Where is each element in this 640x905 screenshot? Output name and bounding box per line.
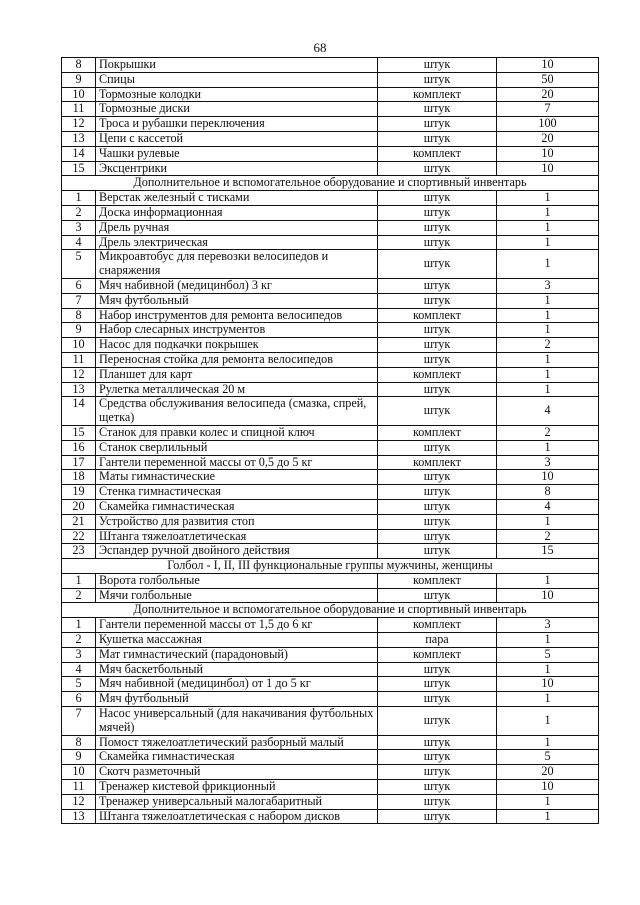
quantity-cell: 1 xyxy=(497,809,599,824)
table-row xyxy=(62,809,599,824)
row-number-cell: 20 xyxy=(62,499,96,514)
quantity-cell: 1 xyxy=(497,250,599,279)
unit-cell: штук xyxy=(378,514,497,529)
section-header: Голбол - I, II, III функциональные группы мужчины, женщины xyxy=(62,559,599,574)
unit-cell: штук xyxy=(378,677,497,692)
table-row xyxy=(62,87,599,102)
table-row xyxy=(62,58,599,73)
table-row xyxy=(62,161,599,176)
item-name-cell: Мяч набивной (медицинбол) 3 кг xyxy=(96,278,378,293)
table-row xyxy=(62,618,599,633)
table-row xyxy=(62,588,599,603)
item-name-cell: Мячи голбольные xyxy=(96,588,378,603)
quantity-cell: 1 xyxy=(497,293,599,308)
row-number-cell: 5 xyxy=(62,250,96,279)
quantity-cell: 1 xyxy=(497,308,599,323)
unit-cell: штук xyxy=(378,131,497,146)
table-row xyxy=(62,397,599,426)
item-name-cell: Помост тяжелоатлетический разборный малый xyxy=(96,735,378,750)
row-number-cell: 6 xyxy=(62,692,96,707)
unit-cell: штук xyxy=(378,780,497,795)
page-number: 68 xyxy=(313,40,327,55)
item-name-cell: Тренажер универсальный малогабаритный xyxy=(96,794,378,809)
quantity-cell: 1 xyxy=(497,514,599,529)
row-number-cell: 10 xyxy=(62,765,96,780)
row-number-cell: 1 xyxy=(62,191,96,206)
quantity-cell: 1 xyxy=(497,692,599,707)
item-name-cell: Кушетка массажная xyxy=(96,633,378,648)
quantity-cell: 50 xyxy=(497,72,599,87)
unit-cell: комплект xyxy=(378,87,497,102)
quantity-cell: 1 xyxy=(497,367,599,382)
quantity-cell: 1 xyxy=(497,191,599,206)
unit-cell: штук xyxy=(378,250,497,279)
item-name-cell: Эксцентрики xyxy=(96,161,378,176)
unit-cell: штук xyxy=(378,765,497,780)
item-name-cell: Ворота голбольные xyxy=(96,573,378,588)
item-name-cell: Гантели переменной массы от 1,5 до 6 кг xyxy=(96,618,378,633)
row-number-cell: 11 xyxy=(62,780,96,795)
row-number-cell: 4 xyxy=(62,662,96,677)
row-number-cell: 11 xyxy=(62,102,96,117)
table-row xyxy=(62,278,599,293)
row-number-cell: 8 xyxy=(62,58,96,73)
unit-cell: штук xyxy=(378,809,497,824)
item-name-cell: Чашки рулевые xyxy=(96,146,378,161)
table-row xyxy=(62,425,599,440)
quantity-cell: 1 xyxy=(497,352,599,367)
table-row xyxy=(62,250,599,279)
unit-cell: штук xyxy=(378,382,497,397)
row-number-cell: 23 xyxy=(62,544,96,559)
unit-cell: штук xyxy=(378,161,497,176)
item-name-cell: Тренажер кистевой фрикционный xyxy=(96,780,378,795)
unit-cell: штук xyxy=(378,440,497,455)
unit-cell: штук xyxy=(378,220,497,235)
row-number-cell: 7 xyxy=(62,293,96,308)
unit-cell: штук xyxy=(378,794,497,809)
quantity-cell: 5 xyxy=(497,750,599,765)
row-number-cell: 17 xyxy=(62,455,96,470)
table-row xyxy=(62,794,599,809)
item-name-cell: Насос для подкачки покрышек xyxy=(96,338,378,353)
equipment-table xyxy=(61,57,599,824)
item-name-cell: Дрель ручная xyxy=(96,220,378,235)
row-number-cell: 3 xyxy=(62,647,96,662)
unit-cell: комплект xyxy=(378,647,497,662)
unit-cell: штук xyxy=(378,750,497,765)
item-name-cell: Эспандер ручной двойного действия xyxy=(96,544,378,559)
table-row xyxy=(62,707,599,736)
table-row xyxy=(62,514,599,529)
quantity-cell: 10 xyxy=(497,780,599,795)
row-number-cell: 4 xyxy=(62,235,96,250)
table-row xyxy=(62,382,599,397)
table-row xyxy=(62,780,599,795)
unit-cell: штук xyxy=(378,692,497,707)
table-row xyxy=(62,470,599,485)
item-name-cell: Скамейка гимнастическая xyxy=(96,750,378,765)
table-row xyxy=(62,529,599,544)
quantity-cell: 1 xyxy=(497,205,599,220)
table-row xyxy=(62,146,599,161)
unit-cell: штук xyxy=(378,338,497,353)
row-number-cell: 7 xyxy=(62,707,96,736)
unit-cell: комплект xyxy=(378,618,497,633)
unit-cell: комплект xyxy=(378,367,497,382)
quantity-cell: 10 xyxy=(497,58,599,73)
quantity-cell: 1 xyxy=(497,662,599,677)
table-row xyxy=(62,677,599,692)
unit-cell: комплект xyxy=(378,146,497,161)
unit-cell: штук xyxy=(378,707,497,736)
item-name-cell: Мяч баскетбольный xyxy=(96,662,378,677)
quantity-cell: 10 xyxy=(497,677,599,692)
table-row xyxy=(62,573,599,588)
quantity-cell: 20 xyxy=(497,87,599,102)
unit-cell: штук xyxy=(378,529,497,544)
item-name-cell: Тормозные колодки xyxy=(96,87,378,102)
row-number-cell: 12 xyxy=(62,367,96,382)
row-number-cell: 15 xyxy=(62,161,96,176)
quantity-cell: 1 xyxy=(497,573,599,588)
unit-cell: комплект xyxy=(378,455,497,470)
unit-cell: комплект xyxy=(378,308,497,323)
section-header-row xyxy=(62,603,599,618)
item-name-cell: Маты гимнастические xyxy=(96,470,378,485)
quantity-cell: 3 xyxy=(497,278,599,293)
table-row xyxy=(62,544,599,559)
row-number-cell: 8 xyxy=(62,735,96,750)
table-row xyxy=(62,205,599,220)
table-row xyxy=(62,485,599,500)
unit-cell: штук xyxy=(378,588,497,603)
table-row xyxy=(62,293,599,308)
item-name-cell: Цепи с кассетой xyxy=(96,131,378,146)
unit-cell: штук xyxy=(378,323,497,338)
section-header: Дополнительное и вспомогательное оборудование и спортивный инвентарь xyxy=(62,603,599,618)
unit-cell: штук xyxy=(378,662,497,677)
item-name-cell: Набор инструментов для ремонта велосипедов xyxy=(96,308,378,323)
quantity-cell: 4 xyxy=(497,499,599,514)
unit-cell: штук xyxy=(378,102,497,117)
unit-cell: штук xyxy=(378,293,497,308)
row-number-cell: 3 xyxy=(62,220,96,235)
table-row xyxy=(62,735,599,750)
row-number-cell: 8 xyxy=(62,308,96,323)
quantity-cell: 1 xyxy=(497,633,599,648)
table-row xyxy=(62,440,599,455)
row-number-cell: 9 xyxy=(62,750,96,765)
row-number-cell: 13 xyxy=(62,131,96,146)
row-number-cell: 9 xyxy=(62,72,96,87)
quantity-cell: 10 xyxy=(497,470,599,485)
row-number-cell: 22 xyxy=(62,529,96,544)
row-number-cell: 10 xyxy=(62,338,96,353)
item-name-cell: Планшет для карт xyxy=(96,367,378,382)
table-row xyxy=(62,765,599,780)
table-row xyxy=(62,367,599,382)
table-row xyxy=(62,662,599,677)
table-row xyxy=(62,750,599,765)
quantity-cell: 10 xyxy=(497,146,599,161)
item-name-cell: Мат гимнастический (парадоновый) xyxy=(96,647,378,662)
table-row xyxy=(62,323,599,338)
row-number-cell: 19 xyxy=(62,485,96,500)
row-number-cell: 10 xyxy=(62,87,96,102)
quantity-cell: 10 xyxy=(497,588,599,603)
row-number-cell: 1 xyxy=(62,618,96,633)
section-header-row xyxy=(62,559,599,574)
table-row xyxy=(62,235,599,250)
row-number-cell: 15 xyxy=(62,425,96,440)
row-number-cell: 13 xyxy=(62,809,96,824)
unit-cell: штук xyxy=(378,499,497,514)
unit-cell: комплект xyxy=(378,425,497,440)
table-row xyxy=(62,117,599,132)
row-number-cell: 18 xyxy=(62,470,96,485)
quantity-cell: 5 xyxy=(497,647,599,662)
item-name-cell: Станок для правки колес и спицной ключ xyxy=(96,425,378,440)
item-name-cell: Переносная стойка для ремонта велосипедов xyxy=(96,352,378,367)
table-row xyxy=(62,499,599,514)
table-row xyxy=(62,220,599,235)
quantity-cell: 1 xyxy=(497,707,599,736)
unit-cell: штук xyxy=(378,278,497,293)
item-name-cell: Рулетка металлическая 20 м xyxy=(96,382,378,397)
quantity-cell: 20 xyxy=(497,131,599,146)
item-name-cell: Мяч набивной (медицинбол) от 1 до 5 кг xyxy=(96,677,378,692)
row-number-cell: 5 xyxy=(62,677,96,692)
equipment-table-body xyxy=(62,58,599,824)
item-name-cell: Тормозные диски xyxy=(96,102,378,117)
row-number-cell: 11 xyxy=(62,352,96,367)
row-number-cell: 2 xyxy=(62,633,96,648)
item-name-cell: Стенка гимнастическая xyxy=(96,485,378,500)
quantity-cell: 1 xyxy=(497,735,599,750)
item-name-cell: Станок сверлильный xyxy=(96,440,378,455)
unit-cell: штук xyxy=(378,191,497,206)
unit-cell: штук xyxy=(378,485,497,500)
unit-cell: штук xyxy=(378,72,497,87)
item-name-cell: Насос универсальный (для накачивания футбольных мячей) xyxy=(96,707,378,736)
quantity-cell: 1 xyxy=(497,794,599,809)
quantity-cell: 3 xyxy=(497,455,599,470)
item-name-cell: Мяч футбольный xyxy=(96,692,378,707)
item-name-cell: Скамейка гимнастическая xyxy=(96,499,378,514)
quantity-cell: 7 xyxy=(497,102,599,117)
quantity-cell: 10 xyxy=(497,161,599,176)
quantity-cell: 1 xyxy=(497,440,599,455)
unit-cell: штук xyxy=(378,735,497,750)
item-name-cell: Дрель электрическая xyxy=(96,235,378,250)
unit-cell: штук xyxy=(378,117,497,132)
unit-cell: штук xyxy=(378,235,497,250)
item-name-cell: Троса и рубашки переключения xyxy=(96,117,378,132)
quantity-cell: 4 xyxy=(497,397,599,426)
quantity-cell: 8 xyxy=(497,485,599,500)
item-name-cell: Скотч разметочный xyxy=(96,765,378,780)
row-number-cell: 14 xyxy=(62,397,96,426)
table-row xyxy=(62,692,599,707)
unit-cell: штук xyxy=(378,544,497,559)
row-number-cell: 1 xyxy=(62,573,96,588)
table-row xyxy=(62,191,599,206)
quantity-cell: 3 xyxy=(497,618,599,633)
row-number-cell: 2 xyxy=(62,588,96,603)
unit-cell: штук xyxy=(378,58,497,73)
unit-cell: пара xyxy=(378,633,497,648)
unit-cell: штук xyxy=(378,352,497,367)
table-row xyxy=(62,647,599,662)
item-name-cell: Покрышки xyxy=(96,58,378,73)
table-row xyxy=(62,455,599,470)
item-name-cell: Гантели переменной массы от 0,5 до 5 кг xyxy=(96,455,378,470)
quantity-cell: 2 xyxy=(497,425,599,440)
row-number-cell: 9 xyxy=(62,323,96,338)
table-row xyxy=(62,352,599,367)
row-number-cell: 21 xyxy=(62,514,96,529)
quantity-cell: 1 xyxy=(497,323,599,338)
unit-cell: штук xyxy=(378,397,497,426)
item-name-cell: Мяч футбольный xyxy=(96,293,378,308)
row-number-cell: 16 xyxy=(62,440,96,455)
section-header: Дополнительное и вспомогательное оборудование и спортивный инвентарь xyxy=(62,176,599,191)
quantity-cell: 2 xyxy=(497,529,599,544)
row-number-cell: 6 xyxy=(62,278,96,293)
item-name-cell: Спицы xyxy=(96,72,378,87)
table-row xyxy=(62,308,599,323)
row-number-cell: 2 xyxy=(62,205,96,220)
row-number-cell: 12 xyxy=(62,117,96,132)
item-name-cell: Доска информационная xyxy=(96,205,378,220)
item-name-cell: Средства обслуживания велосипеда (смазка, спрей, щетка) xyxy=(96,397,378,426)
item-name-cell: Набор слесарных инструментов xyxy=(96,323,378,338)
quantity-cell: 1 xyxy=(497,235,599,250)
item-name-cell: Штанга тяжелоатлетическая xyxy=(96,529,378,544)
table-row xyxy=(62,633,599,648)
item-name-cell: Устройство для развития стоп xyxy=(96,514,378,529)
section-header-row xyxy=(62,176,599,191)
row-number-cell: 13 xyxy=(62,382,96,397)
item-name-cell: Микроавтобус для перевозки велосипедов и снаряжения xyxy=(96,250,378,279)
unit-cell: комплект xyxy=(378,573,497,588)
table-row xyxy=(62,102,599,117)
quantity-cell: 100 xyxy=(497,117,599,132)
quantity-cell: 2 xyxy=(497,338,599,353)
quantity-cell: 1 xyxy=(497,382,599,397)
table-row xyxy=(62,338,599,353)
table-row xyxy=(62,72,599,87)
row-number-cell: 12 xyxy=(62,794,96,809)
table-row xyxy=(62,131,599,146)
row-number-cell: 14 xyxy=(62,146,96,161)
item-name-cell: Верстак железный с тисками xyxy=(96,191,378,206)
quantity-cell: 20 xyxy=(497,765,599,780)
unit-cell: штук xyxy=(378,205,497,220)
quantity-cell: 15 xyxy=(497,544,599,559)
unit-cell: штук xyxy=(378,470,497,485)
quantity-cell: 1 xyxy=(497,220,599,235)
item-name-cell: Штанга тяжелоатлетическая с набором дисков xyxy=(96,809,378,824)
